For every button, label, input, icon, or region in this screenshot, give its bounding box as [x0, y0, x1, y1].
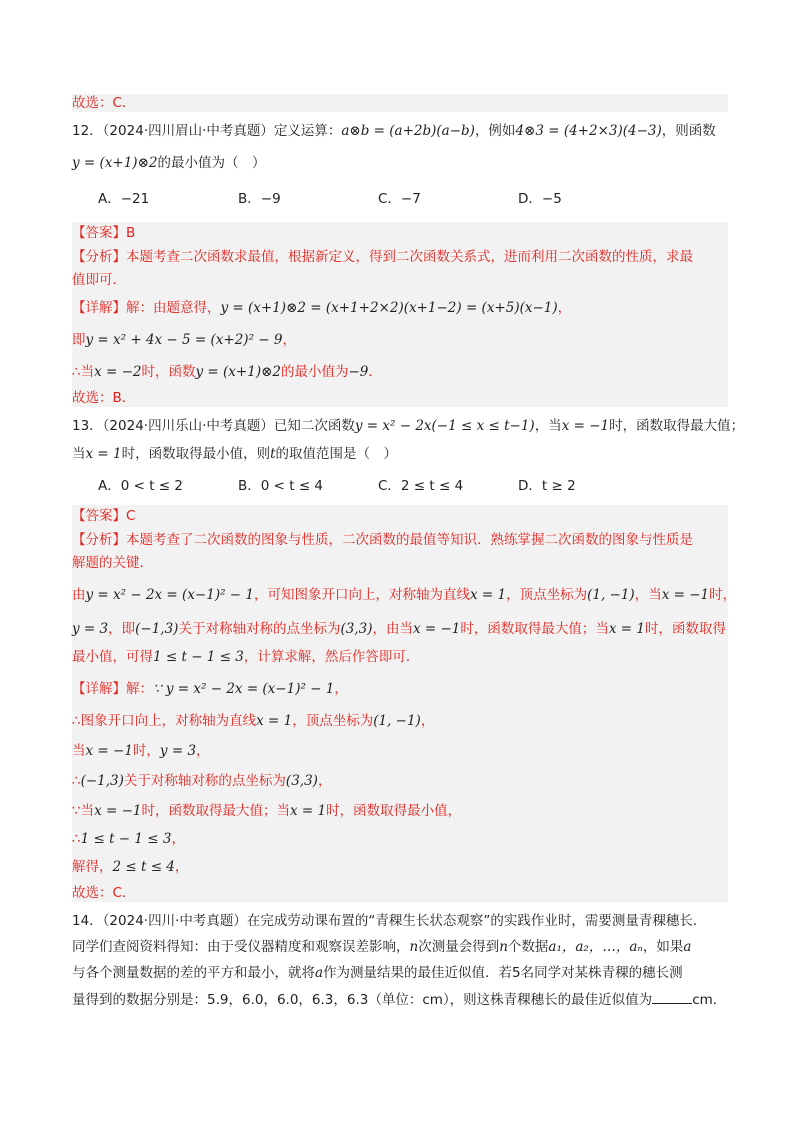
q11-choose-line: 故选：C．	[72, 94, 728, 112]
text-span: ，可知图象开口向上，对称轴为直线	[253, 587, 470, 603]
text-span: ，即	[108, 621, 136, 637]
text-span: 关于对称轴对称的点坐标为	[123, 773, 286, 789]
text-span: ．	[368, 364, 382, 380]
q13-detail-7	[72, 858, 728, 884]
text-span: 时，函数取得最大值；当	[141, 803, 291, 819]
text-span: x = 1	[256, 713, 293, 729]
text-span: ，	[196, 743, 210, 759]
text-span: ∴	[72, 831, 81, 847]
text-span: y = (x+1)⊗2	[195, 364, 281, 380]
text-span: 与各个测量数据的差的平方和最小，就将	[72, 965, 315, 981]
text-span: (3,3)	[340, 621, 373, 637]
q13-analysis-5	[72, 648, 728, 680]
text-span: 12．（2024·四川眉山·中考真题）定义运算：	[72, 123, 342, 139]
q13-analysis-3	[72, 586, 737, 620]
q13-analysis-4	[72, 620, 728, 648]
text-span: 时，	[709, 587, 737, 603]
text-span: ∴	[72, 773, 81, 789]
q12-option-b: B．−9	[238, 191, 281, 207]
text-span: ，	[174, 859, 189, 875]
q13-analysis-1: 【分析】本题考查了二次函数的图象与性质，二次函数的最值等知识．熟练掌握二次函数的图象与性质是	[72, 531, 728, 554]
text-span: ，	[334, 681, 348, 697]
text-span: y = 3	[72, 621, 109, 637]
text-span: x = −1	[412, 621, 461, 637]
text-span: 解得，	[72, 859, 113, 875]
text-span: ∴当	[72, 364, 95, 380]
q13-stem-line2	[72, 445, 728, 463]
text-span: cm	[692, 992, 713, 1008]
q13-detail-5	[72, 802, 728, 830]
q13-options	[72, 477, 728, 495]
text-span: ∴图象开口向上，对称轴为直线	[72, 713, 257, 729]
q12-option-a: A．−21	[98, 191, 150, 207]
text-span: 作为测量结果的最佳近似值．若5名同学对某株青稞的穗长测	[323, 965, 683, 981]
q13-option-a: A．0 < t ≤ 2	[98, 478, 183, 494]
text-span: −9	[348, 364, 369, 380]
text-span: (1, −1)	[587, 587, 635, 603]
q14-line3	[72, 964, 728, 982]
q14-line1: 14．（2024·四川·中考真题）在完成劳动课布置的“青稞生长状态观察”的实践作业时，需要测量青稞穗长．	[72, 913, 707, 929]
text-span: y = x² + 4x − 5 = (x+2)² − 9	[85, 332, 283, 348]
q13-detail-4	[72, 772, 728, 802]
text-span: 13．（2024·四川乐山·中考真题）已知二次函数	[72, 418, 355, 434]
text-span: x = −1	[85, 743, 133, 759]
q13-stem-line1	[72, 417, 745, 435]
q12-detail-1	[72, 299, 728, 331]
text-span: a	[315, 965, 324, 981]
text-span: 即	[72, 332, 86, 348]
q13-option-b: B．0 < t ≤ 4	[238, 478, 324, 494]
text-span: ，顶点坐标为	[292, 713, 374, 729]
text-span: t	[270, 446, 276, 462]
text-span: 的最小值为	[281, 364, 349, 380]
text-span: ，由当	[372, 621, 413, 637]
text-span: ，	[557, 300, 572, 316]
text-span: ，如果	[642, 939, 684, 955]
text-span: ），则这株青稞穗长的最佳近似值为	[442, 992, 653, 1008]
text-span: x = 1	[85, 446, 122, 462]
q12-stem-line1	[72, 122, 728, 140]
text-span: 最小值，可得	[72, 649, 153, 665]
text-span: 关于对称轴对称的点坐标为	[178, 621, 341, 637]
text-span: 时，函数取得最小值，	[326, 803, 462, 819]
q13-detail-3	[72, 742, 728, 772]
text-span: 时，函数取得最小值，则	[121, 446, 271, 462]
q12-options	[72, 190, 728, 208]
text-span: ∵ y = x² − 2x = (x−1)² − 1	[153, 681, 335, 697]
text-span: y = x² − 2x(−1 ≤ x ≤ t−1)	[354, 418, 535, 434]
answer-blank[interactable]	[652, 990, 692, 1004]
text-span: (−1,3)	[80, 773, 124, 789]
text-span: 当	[72, 446, 86, 462]
text-span: n	[499, 939, 508, 955]
text-span: cm	[422, 992, 443, 1008]
text-span: ，例如	[474, 123, 516, 139]
text-span: ，当	[634, 587, 662, 603]
text-span: ，则函数	[661, 123, 716, 139]
text-span: y = 3	[159, 743, 197, 759]
document-page	[72, 94, 745, 1009]
text-span: ，	[420, 713, 435, 729]
text-span: 个数据	[507, 939, 549, 955]
text-span: y = (x+1)⊗2 = (x+1+2×2)(x+1−2) = (x+5)(x−1)	[220, 300, 558, 316]
text-span: x = −2	[94, 364, 142, 380]
text-span: a⊗b = (a+2b)(a−b)	[341, 123, 475, 139]
text-span: 1 ≤ t − 1 ≤ 3	[80, 831, 172, 847]
q14-line4	[72, 990, 728, 1009]
text-span: ，顶点坐标为	[506, 587, 588, 603]
q13-choose: 故选：C．	[72, 884, 728, 902]
text-span: a	[683, 939, 692, 955]
text-span: x = 1	[608, 621, 645, 637]
text-span: n	[409, 939, 419, 955]
text-span: 量得到的数据分别是：5.9，6.0，6.0，6.3，6.3（单位：	[72, 992, 423, 1008]
q13-detail-6	[72, 830, 728, 858]
text-span: (1, −1)	[373, 713, 421, 729]
q14-line2	[72, 938, 728, 956]
text-span: 由	[72, 587, 86, 603]
text-span: x = −1	[661, 587, 710, 603]
q12-choose: 故选：B．	[72, 389, 728, 407]
text-span: 时，	[132, 743, 160, 759]
text-span: ，	[171, 831, 185, 847]
text-span: ．	[712, 992, 727, 1008]
text-span: 时，函数取得最大值；当	[460, 621, 609, 637]
text-span: x = −1	[94, 803, 142, 819]
text-span: 时，函数取得	[645, 621, 726, 637]
text-span: x = 1	[469, 587, 507, 603]
q12-option-d: D．−5	[518, 191, 562, 207]
text-span: (3,3)	[285, 773, 318, 789]
text-span: y = x² − 2x = (x−1)² − 1	[85, 587, 254, 603]
text-span: a₁，a₂，…，aₙ	[548, 939, 643, 955]
q13-option-d: D．t ≥ 2	[518, 478, 576, 494]
q12-analysis-2: 值即可．	[72, 271, 728, 299]
text-span: 同学们查阅资料得知：由于受仪器精度和观察误差影响，	[72, 939, 410, 955]
text-span: ∵当	[72, 803, 95, 819]
text-span: 当	[72, 743, 86, 759]
text-span: x = −1	[561, 418, 610, 434]
text-span: 次测量会得到	[418, 939, 500, 955]
text-span: 【详解】解：由题意得，	[72, 300, 221, 316]
q12-answer: 【答案】B	[72, 222, 728, 248]
q13-detail-1	[72, 680, 728, 712]
text-span: x = 1	[290, 803, 327, 819]
q12-analysis-1: 【分析】本题考查二次函数求最值，根据新定义，得到二次函数关系式，进而利用二次函数的性质，求最	[72, 248, 728, 271]
text-span: ，	[317, 773, 332, 789]
text-span: ，	[282, 332, 296, 348]
q12-detail-3	[72, 363, 728, 389]
text-span: (−1,3)	[135, 621, 179, 637]
text-span: ，计算求解，然后作答即可．	[243, 649, 420, 665]
text-span: y = (x+1)⊗2	[72, 155, 158, 171]
q13-answer: 【答案】C	[72, 505, 728, 531]
text-span: 时，函数	[141, 364, 196, 380]
text-span: 时，函数取得最大值；	[609, 418, 745, 434]
text-span: 的取值范围是（ ）	[275, 446, 398, 462]
text-span: 1 ≤ t − 1 ≤ 3	[153, 649, 244, 665]
text-span: ，当	[534, 418, 562, 434]
q12-detail-2	[72, 331, 728, 363]
q12-stem-line2	[72, 154, 728, 172]
q13-analysis-2: 解题的关键．	[72, 554, 728, 586]
text-span: 【详解】解：	[72, 681, 153, 697]
q12-option-c: C．−7	[378, 191, 421, 207]
q13-option-c: C．2 ≤ t ≤ 4	[378, 478, 464, 494]
q13-detail-2	[72, 712, 728, 742]
text-span: 的最小值为（ ）	[157, 155, 266, 171]
text-span: 2 ≤ t ≤ 4	[112, 859, 175, 875]
text-span: 4⊗3 = (4+2×3)(4−3)	[515, 123, 662, 139]
